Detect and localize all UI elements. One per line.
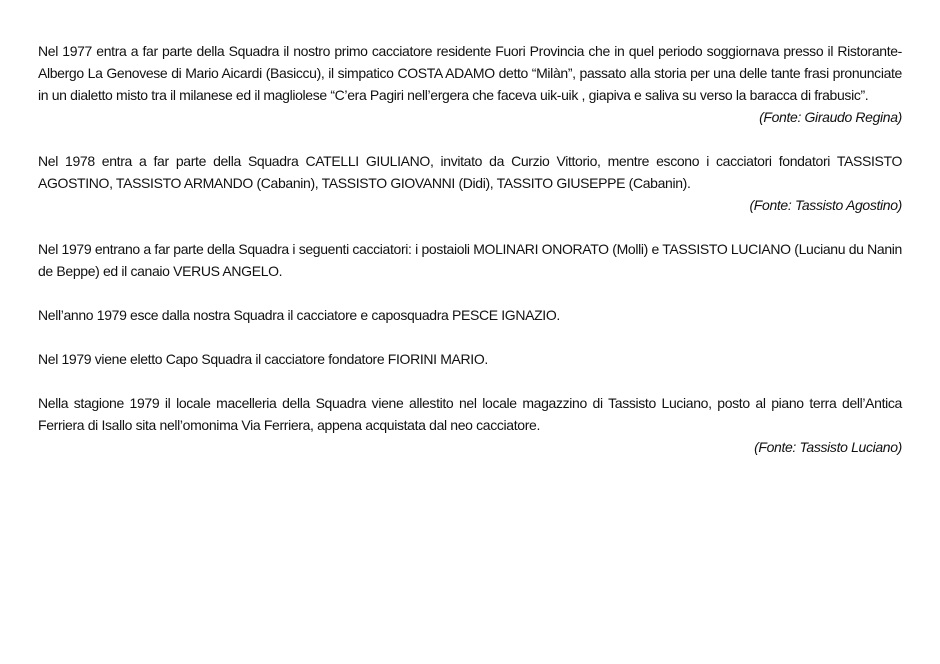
- paragraph-spacer: [38, 326, 902, 348]
- paragraph-spacer: [38, 216, 902, 238]
- paragraph-1978: Nel 1978 entra a far parte della Squadra CATELLI GIULIANO, invitato da Curzio Vittorio, mentre escono i cacciatori fondatori TASSISTO AGOSTINO, TASSISTO ARMANDO (Cabanin), TASSISTO GIOVANNI (Didi), TASSITO GIUSEPPE (Cabanin).: [38, 153, 902, 191]
- source-citation-1979: (Fonte: Tassisto Luciano): [754, 439, 902, 455]
- paragraph-1979-butchery: Nella stagione 1979 il locale macelleria della Squadra viene allestito nel locale magazzino di Tassisto Luciano, posto al piano terra dell’Antica Ferriera di Isallo sita nell’omonima Via Ferriera, appena acquistata dal neo cacciatore.: [38, 395, 902, 433]
- paragraph-1977: Nel 1977 entra a far parte della Squadra il nostro primo cacciatore residente Fuori Provincia che in quel periodo soggiornava presso il Ristorante-Albergo La Genovese di Mario Aicardi (Basiccu), il simpatico COSTA ADAMO detto “Milàn”, passato alla storia per una delle tante frasi pronunciate in un dialetto misto tra il milanese ed il magliolese “C’era Pagiri nell’ergera che faceva uik-uik , giapiva e saliva su verso la baracca di frabusic”.: [38, 43, 902, 103]
- paragraph-spacer: [38, 370, 902, 392]
- paragraph-1979-captain: Nel 1979 viene eletto Capo Squadra il cacciatore fondatore FIORINI MARIO.: [38, 351, 488, 367]
- document-page: [38, 40, 902, 458]
- source-citation-1978: (Fonte: Tassisto Agostino): [749, 197, 902, 213]
- paragraph-spacer: [38, 282, 902, 304]
- paragraph-1979-new-hunters: Nel 1979 entrano a far parte della Squadra i seguenti cacciatori: i postaioli MOLINARI ONORATO (Molli) e TASSISTO LUCIANO (Lucianu du Nanin de Beppe) ed il canaio VERUS ANGELO.: [38, 241, 902, 279]
- paragraph-1979-leaves: Nell’anno 1979 esce dalla nostra Squadra il cacciatore e caposquadra PESCE IGNAZIO.: [38, 307, 560, 323]
- source-citation-1977: (Fonte: Giraudo Regina): [759, 109, 902, 125]
- paragraph-spacer: [38, 128, 902, 150]
